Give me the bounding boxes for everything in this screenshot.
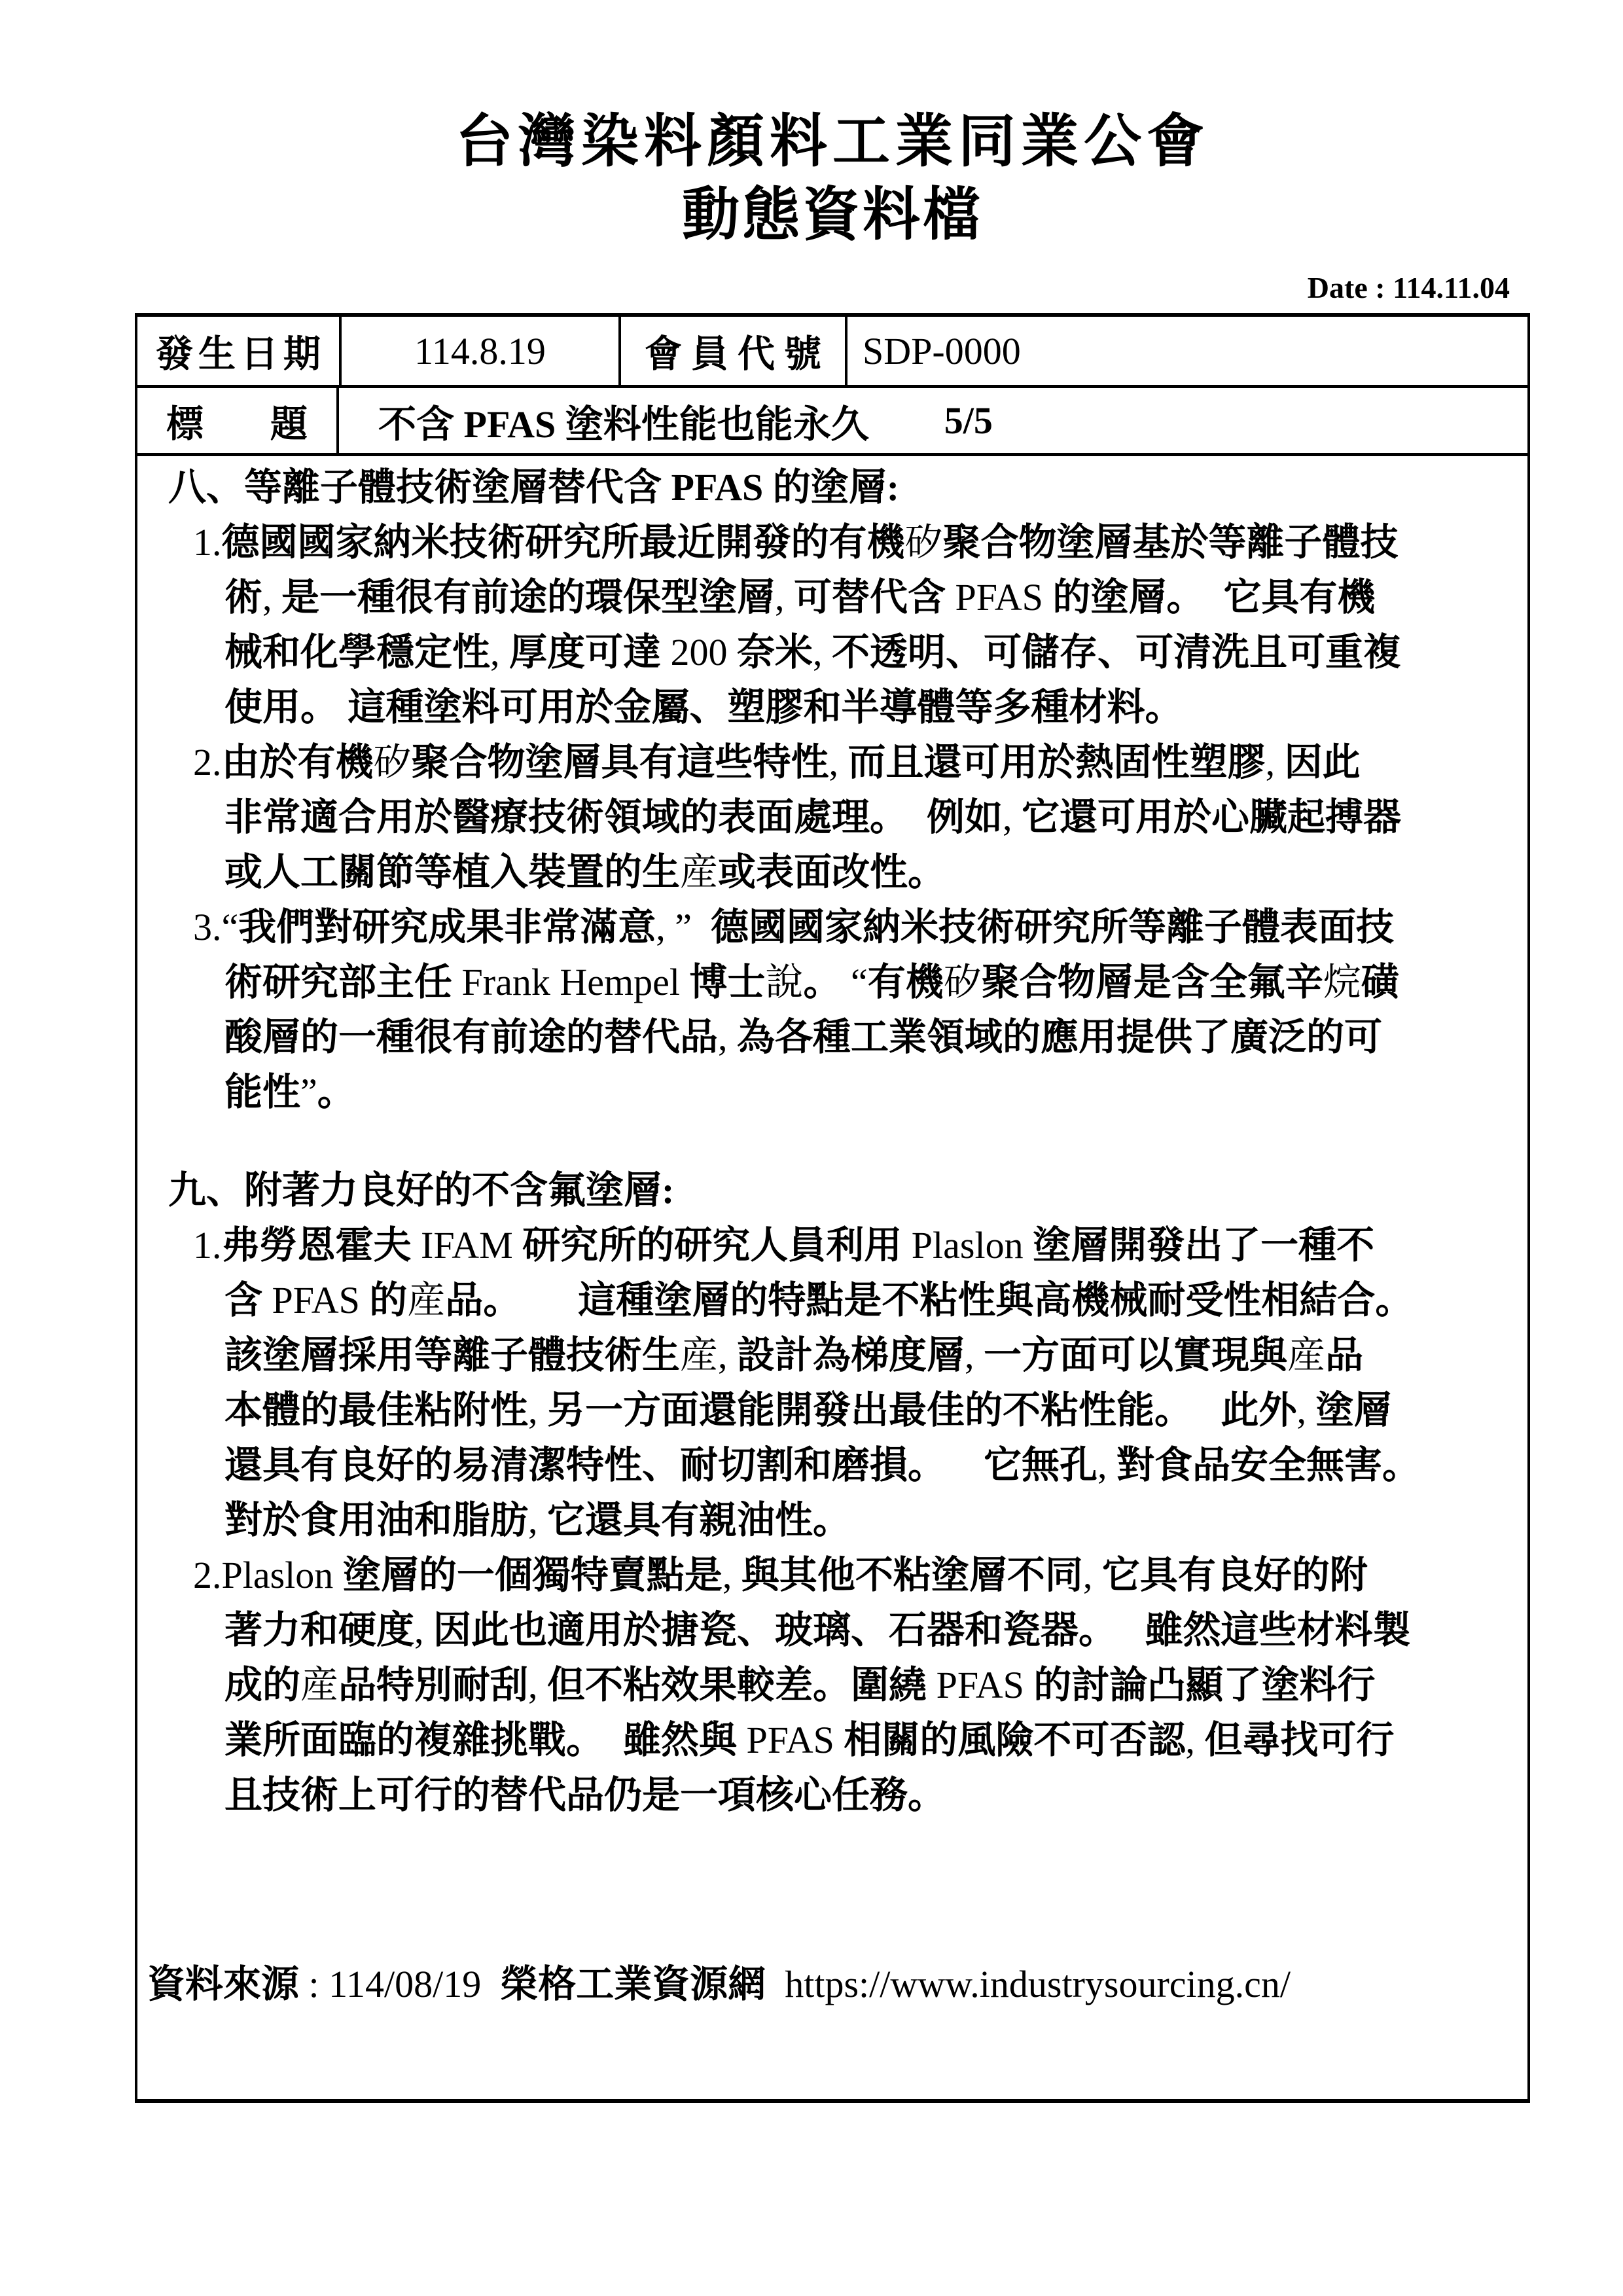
body-box: [135, 453, 1530, 2103]
text-line: 還具有良好的易清潔特性、耐切割和磨損。 它無孔, 對食品安全無害。: [224, 1444, 1421, 1486]
text-line: 能性”。: [224, 1071, 355, 1113]
text-line: 1.弗勞恩霍夫 IFAM 研究所的研究人員利用 Plaslon 塗層開發出了一種不: [193, 1224, 1375, 1266]
text-line: 酸層的一種很有前途的替代品, 為各種工業領域的應用提供了廣泛的可: [224, 1016, 1383, 1058]
text-line: 使用。 這種塗料可用於金屬、塑膠和半導體等多種材料。: [224, 686, 1183, 728]
text-line: 成的産品特別耐刮, 但不粘效果較差。圍繞 PFAS 的討論凸顯了塗料行: [224, 1664, 1376, 1706]
occurrence-date-label-cell: [137, 317, 342, 385]
member-code-value-cell: [847, 317, 1527, 385]
body-section: [137, 1163, 1527, 1823]
text-line: 3.“我們對研究成果非常滿意, ” 德國國家納米技術研究所等離子體表面技: [193, 906, 1395, 948]
text-line: 2.由於有機矽聚合物塗層具有這些特性, 而且還可用於熱固性塑膠, 因此: [193, 741, 1361, 783]
body-sections: [137, 460, 1527, 1823]
body-item: [137, 735, 1527, 900]
body-item: [137, 515, 1527, 735]
text-line: 械和化學穩定性, 厚度可達 200 奈米, 不透明、可儲存、可清洗且可重複: [224, 631, 1402, 673]
occurrence-date-value-cell: [342, 317, 621, 385]
page-title: 台灣染料顏料工業同業公會: [455, 109, 1209, 173]
text-line: 術研究部主任 Frank Hempel 博士說。 “有機矽聚合物層是含全氟辛烷磺: [224, 961, 1399, 1003]
header-table: [135, 313, 1530, 453]
body-item: [137, 1548, 1527, 1823]
page-subtitle: 動態資料檔: [681, 182, 983, 247]
section-heading: 九、附著力良好的不含氟塗層:: [168, 1169, 675, 1211]
text-line: 2.Plaslon 塗層的一個獨特賣點是, 與其他不粘塗層不同, 它具有良好的附: [193, 1554, 1368, 1596]
text-line: 業所面臨的複雜挑戰。 雖然與 PFAS 相關的風險不可否認, 但尋找可行: [224, 1719, 1395, 1761]
text-line: 或人工關節等植入裝置的生産或表面改性。: [224, 851, 946, 893]
text-line: 非常適合用於醫療技術領域的表面處理。 例如, 它還可用於心臟起搏器: [224, 796, 1402, 838]
table-row: [137, 317, 1527, 388]
date-label: Date : 114.11.04: [1307, 271, 1510, 304]
body-section: [137, 460, 1527, 1120]
occurrence-date-label: 發生日期: [156, 333, 326, 375]
member-code-label: 會員代號: [645, 333, 830, 375]
subject-label-char: 題: [270, 403, 308, 445]
occurrence-date-value: 114.8.19: [414, 329, 546, 372]
subject-label-cell: [137, 388, 339, 453]
subject-value-cell: [339, 388, 1527, 453]
subject-page-number: 5/5: [944, 399, 993, 442]
text-line: 1.德國國家納米技術研究所最近開發的有機矽聚合物塗層基於等離子體技: [193, 521, 1399, 564]
text-line: 術, 是一種很有前途的環保型塗層, 可替代含 PFAS 的塗層。 它具有機: [224, 576, 1376, 619]
text-line: 對於食用油和脂肪, 它還具有親油性。: [224, 1499, 851, 1541]
text-line: 該塗層採用等離子體技術生産, 設計為梯度層, 一方面可以實現與産品: [224, 1334, 1364, 1376]
body-item: [137, 1218, 1527, 1548]
body-item: [137, 900, 1527, 1120]
source-line: 資料來源 : 114/08/19 榮格工業資源網 https://www.industrysourcing.cn/: [147, 1963, 1291, 2005]
table-row: [137, 388, 1527, 453]
text-line: 含 PFAS 的産品。 這種塗層的特點是不粘性與高機械耐受性相結合。: [224, 1279, 1414, 1321]
text-line: 本體的最佳粘附性, 另一方面還能開發出最佳的不粘性能。 此外, 塗層: [224, 1389, 1392, 1431]
subject-label-char: 標: [166, 403, 204, 445]
subject-title: 不含 PFAS 塗料性能也能永久: [378, 403, 869, 446]
text-line: 著力和硬度, 因此也適用於搪瓷、玻璃、石器和瓷器。 雖然這些材料製: [224, 1609, 1411, 1651]
text-line: 且技術上可行的替代品仍是一項核心任務。: [224, 1774, 946, 1816]
member-code-value: SDP-0000: [863, 329, 1021, 372]
member-code-label-cell: [621, 317, 847, 385]
page-content: [135, 0, 1530, 2103]
section-heading: 八、等離子體技術塗層替代含 PFAS 的塗層:: [168, 466, 900, 509]
